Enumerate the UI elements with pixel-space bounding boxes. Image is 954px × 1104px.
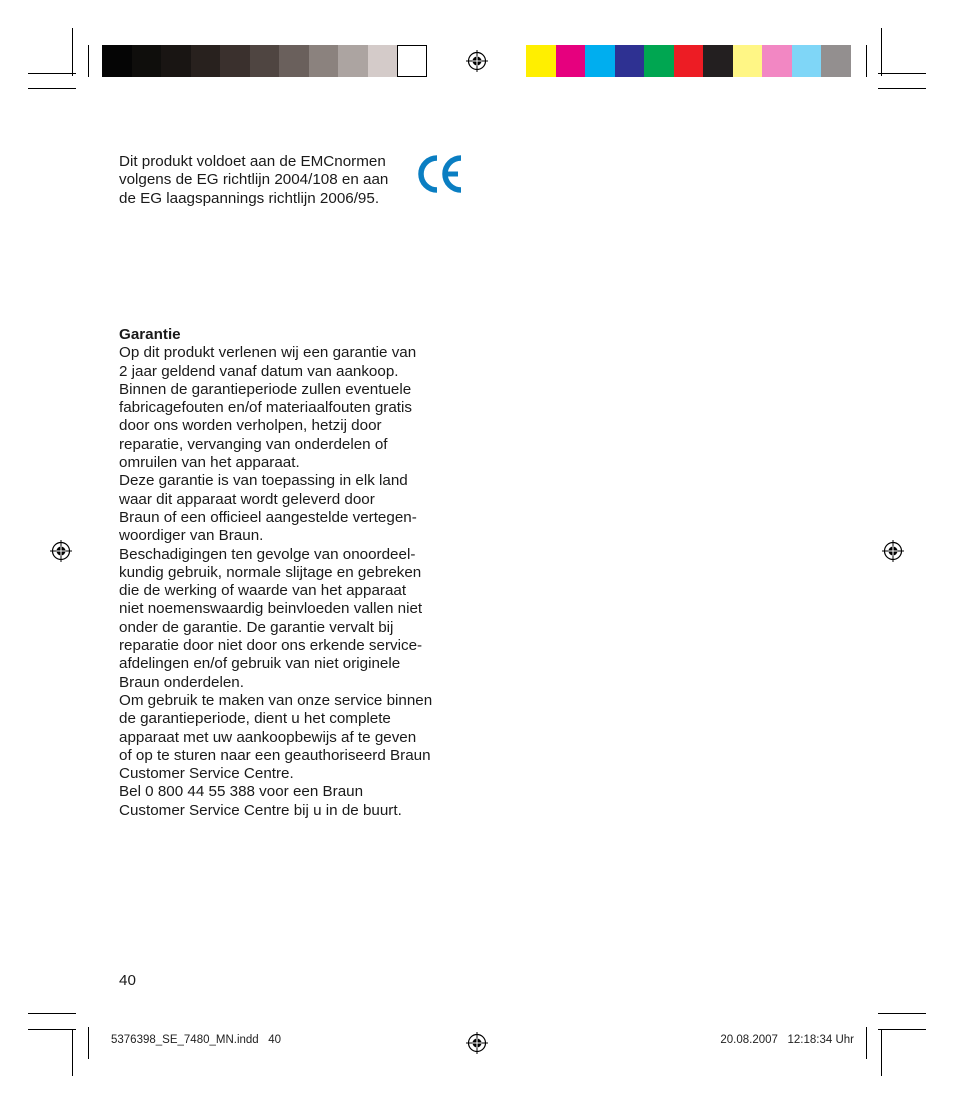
crop-mark-bottom-right-h [878,1013,926,1014]
garantie-line: Om gebruik te maken van onze service binnen [119,691,433,709]
crop-mark-top-left-v2 [88,45,89,77]
garantie-line: Customer Service Centre bij u in de buurt. [119,801,402,819]
crop-mark-top-right-v2 [866,45,867,77]
garantie-line: onder de garantie. De garantie vervalt bij [119,618,394,636]
color-swatch [309,45,339,77]
garantie-line: fabricagefouten en/of materiaalfouten gratis [119,399,412,417]
registration-mark-icon [50,540,72,562]
garantie-section [119,326,464,820]
garantie-line: Binnen de garantieperiode zullen eventuele [119,380,412,398]
crop-mark-bottom-right-v [881,1030,882,1076]
registration-mark-icon [466,1032,488,1054]
garantie-line: kundig gebruik, normale slijtage en gebreken [119,563,422,581]
crop-mark-top-left-v [72,28,73,76]
ce-notice-line: volgens de EG richtlijn 2004/108 en aan [119,171,389,189]
garantie-line: afdelingen en/of gebruik van niet originele [119,655,401,673]
color-swatch [703,45,733,77]
color-swatch [397,45,427,77]
garantie-line: woordiger van Braun. [119,527,264,545]
registration-mark-icon [882,540,904,562]
garantie-line: of op te sturen naar een geauthoriseerd Braun [119,746,431,764]
color-swatch [220,45,250,77]
color-swatch [674,45,704,77]
grayscale-color-bar [102,45,427,77]
slug-filename: 5376398_SE_7480_MN.indd 40 [111,1034,282,1046]
garantie-line: reparatie door niet door ons erkende service- [119,637,423,655]
crop-mark-bottom-right-h2 [878,1029,926,1030]
ce-notice-line: Dit produkt voldoet aan de EMCnormen [119,153,386,170]
color-swatch [368,45,398,77]
garantie-line: 2 jaar geldend vanaf datum van aankoop. [119,362,399,380]
crop-mark-top-left-h [28,73,76,74]
color-swatch [161,45,191,77]
page-number: 40 [119,972,136,989]
color-swatch [733,45,763,77]
slug-datetime: 20.08.2007 12:18:34 Uhr [720,1034,854,1046]
garantie-line: Beschadigingen ten gevolge van onoordeel- [119,545,416,563]
crop-mark-top-right-h [878,73,926,74]
garantie-line: Deze garantie is van toepassing in elk land [119,472,408,490]
color-swatch [585,45,615,77]
garantie-line: Braun of een officieel aangestelde vertegen- [119,508,417,526]
color-swatch [250,45,280,77]
color-swatch [762,45,792,77]
garantie-line: reparatie, vervanging van onderdelen of [119,435,388,453]
garantie-line: Customer Service Centre. [119,765,294,783]
color-swatch [132,45,162,77]
garantie-heading: Garantie [119,326,181,343]
color-swatch [102,45,132,77]
crop-mark-bottom-left-v2 [88,1027,89,1059]
color-swatch [556,45,586,77]
crop-mark-bottom-left-v [72,1030,73,1076]
color-swatch [526,45,556,77]
color-swatch [644,45,674,77]
garantie-line: door ons worden verholpen, hetzij door [119,417,382,435]
garantie-line: die de werking of waarde van het apparaat [119,582,407,600]
garantie-line: de garantieperiode, dient u het complete [119,710,391,728]
color-swatch [338,45,368,77]
garantie-line: Braun onderdelen. [119,673,244,691]
garantie-line: apparaat met uw aankoopbewijs af te geven [119,728,417,746]
color-swatch [191,45,221,77]
color-swatch [279,45,309,77]
color-swatch [792,45,822,77]
color-swatch [615,45,645,77]
ce-notice-text [119,153,419,208]
garantie-line: waar dit apparaat wordt geleverd door [119,490,375,508]
crop-mark-bottom-left-h [28,1013,76,1014]
process-color-bar [526,45,851,77]
ce-mark-icon [418,154,464,194]
registration-mark-icon [466,50,488,72]
garantie-line: Bel 0 800 44 55 388 voor een Braun [119,783,364,801]
crop-mark-top-right-v [881,28,882,76]
garantie-line: Op dit produkt verlenen wij een garantie van [119,344,417,362]
garantie-line: niet noemenswaardig beinvloeden vallen niet [119,600,423,618]
crop-mark-top-left-h2 [28,88,76,89]
crop-mark-bottom-left-h2 [28,1029,76,1030]
crop-mark-top-right-h2 [878,88,926,89]
garantie-line: omruilen van het apparaat. [119,454,300,472]
color-swatch [821,45,851,77]
ce-notice-line: de EG laagspannings richtlijn 2006/95. [119,189,380,207]
crop-mark-bottom-right-v2 [866,1027,867,1059]
